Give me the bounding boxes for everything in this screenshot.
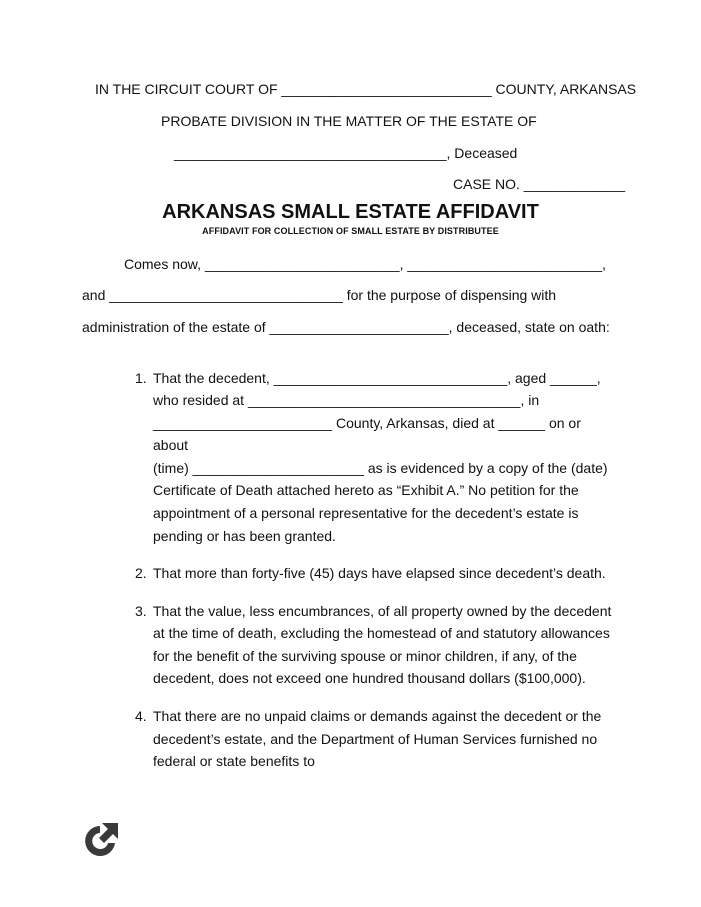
item-line: That the decedent, ______________________________, aged ______, <box>153 370 601 386</box>
item-line: decedent, does not exceed one hundred thousand dollars ($100,000). <box>153 670 586 686</box>
item-line: federal or state benefits to <box>153 753 315 769</box>
item-line: That more than forty-five (45) days have elapsed since decedent’s death. <box>153 565 606 581</box>
item-number: 3. <box>135 603 147 619</box>
item-line: pending or has been granted. <box>153 528 336 544</box>
arrow-logo-icon <box>80 821 120 861</box>
item-line: for the benefit of the surviving spouse or minor children, if any, of the <box>153 648 577 664</box>
case-number-line: CASE NO. _____________ <box>453 176 626 192</box>
item-line: That the value, less encumbrances, of all property owned by the decedent <box>153 603 612 619</box>
document-title: ARKANSAS SMALL ESTATE AFFIDAVIT <box>162 201 539 223</box>
deceased-line: ___________________________________, Deceased <box>174 145 518 161</box>
item-number: 4. <box>135 708 147 724</box>
item-line: about <box>153 437 189 453</box>
intro-line-2: and ______________________________ for the purpose of dispensing with <box>82 287 557 303</box>
item-line: _______________________ County, Arkansas, died at ______ on or <box>153 415 581 431</box>
item-number: 2. <box>135 565 147 581</box>
item-line: decedent’s estate, and the Department of Human Services furnished no <box>153 731 598 747</box>
intro-line-3: administration of the estate of _______________________, deceased, state on oath: <box>82 319 610 335</box>
item-number: 1. <box>135 370 147 386</box>
item-line: appointment of a personal representative for the decedent’s estate is <box>153 505 579 521</box>
item-line: (time) ______________________ as is evidenced by a copy of the (date) <box>153 460 608 476</box>
court-line: IN THE CIRCUIT COURT OF ___________________________ COUNTY, ARKANSAS <box>95 81 637 97</box>
item-line: at the time of death, excluding the homestead of and statutory allowances <box>153 625 610 641</box>
document-subtitle: AFFIDAVIT FOR COLLECTION OF SMALL ESTATE BY DISTRIBUTEE <box>202 226 499 236</box>
intro-line-1: Comes now, _________________________, _________________________, <box>124 256 606 272</box>
item-line: That there are no unpaid claims or demands against the decedent or the <box>153 708 602 724</box>
item-line: Certificate of Death attached hereto as “Exhibit A.” No petition for the <box>153 482 579 498</box>
probate-line: PROBATE DIVISION IN THE MATTER OF THE ESTATE OF <box>161 113 537 129</box>
item-line: who resided at ___________________________________, in <box>153 392 540 408</box>
